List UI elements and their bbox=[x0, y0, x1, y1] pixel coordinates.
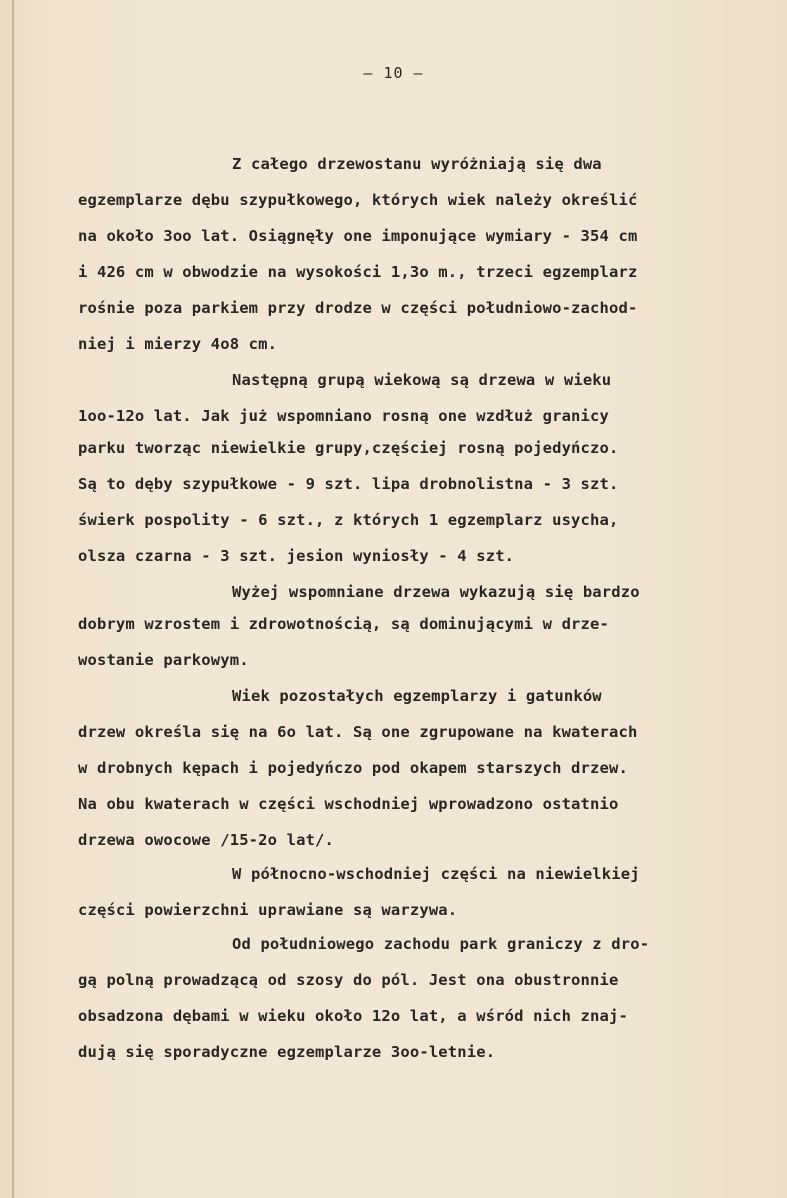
text-line: i 426 cm w obwodzie na wysokości 1,3o m., trzeci egzemplarz bbox=[78, 263, 638, 281]
text-line: drzew określa się na 6o lat. Są one zgrupowane na kwaterach bbox=[78, 723, 638, 741]
text-line: Wyżej wspomniane drzewa wykazują się bardzo bbox=[232, 583, 640, 601]
text-line: gą polną prowadzącą od szosy do pól. Jest ona obustronnie bbox=[78, 971, 619, 989]
text-line: egzemplarze dębu szypułkowego, których wiek należy określić bbox=[78, 191, 638, 209]
text-line: rośnie poza parkiem przy drodze w części południowo-zachod- bbox=[78, 299, 638, 317]
text-line: Z całego drzewostanu wyróżniają się dwa bbox=[232, 155, 602, 173]
text-line: Od południowego zachodu park graniczy z dro- bbox=[232, 935, 650, 953]
page-number: – 10 – bbox=[363, 64, 424, 82]
text-line: drzewa owocowe /15-2o lat/. bbox=[78, 831, 335, 849]
text-line: 1oo-12o lat. Jak już wspomniano rosną one wzdłuż granicy bbox=[78, 407, 609, 425]
text-line: Są to dęby szypułkowe - 9 szt. lipa drobnolistna - 3 szt. bbox=[78, 475, 619, 493]
text-line: olsza czarna - 3 szt. jesion wyniosły - 4 szt. bbox=[78, 547, 515, 565]
text-line: Na obu kwaterach w części wschodniej wprowadzono ostatnio bbox=[78, 795, 619, 813]
text-line: na około 3oo lat. Osiągnęły one imponujące wymiary - 354 cm bbox=[78, 227, 638, 245]
page-edge-line bbox=[12, 0, 14, 1198]
text-line: Wiek pozostałych egzemplarzy i gatunków bbox=[232, 687, 602, 705]
text-line: dują się sporadyczne egzemplarze 3oo-letnie. bbox=[78, 1043, 496, 1061]
text-line: części powierzchni uprawiane są warzywa. bbox=[78, 901, 458, 919]
text-line: Następną grupą wiekową są drzewa w wieku bbox=[232, 371, 612, 389]
text-line: W północno-wschodniej części na niewielkiej bbox=[232, 865, 640, 883]
text-line: dobrym wzrostem i zdrowotnością, są dominującymi w drze- bbox=[78, 615, 609, 633]
text-line: w drobnych kępach i pojedyńczo pod okapem starszych drzew. bbox=[78, 759, 628, 777]
text-line: wostanie parkowym. bbox=[78, 651, 249, 669]
text-line: niej i mierzy 4o8 cm. bbox=[78, 335, 278, 353]
text-line: parku tworząc niewielkie grupy,częściej rosną pojedyńczo. bbox=[78, 439, 619, 457]
text-line: świerk pospolity - 6 szt., z których 1 egzemplarz usycha, bbox=[78, 511, 619, 529]
text-line: obsadzona dębami w wieku około 12o lat, a wśród nich znaj- bbox=[78, 1007, 628, 1025]
